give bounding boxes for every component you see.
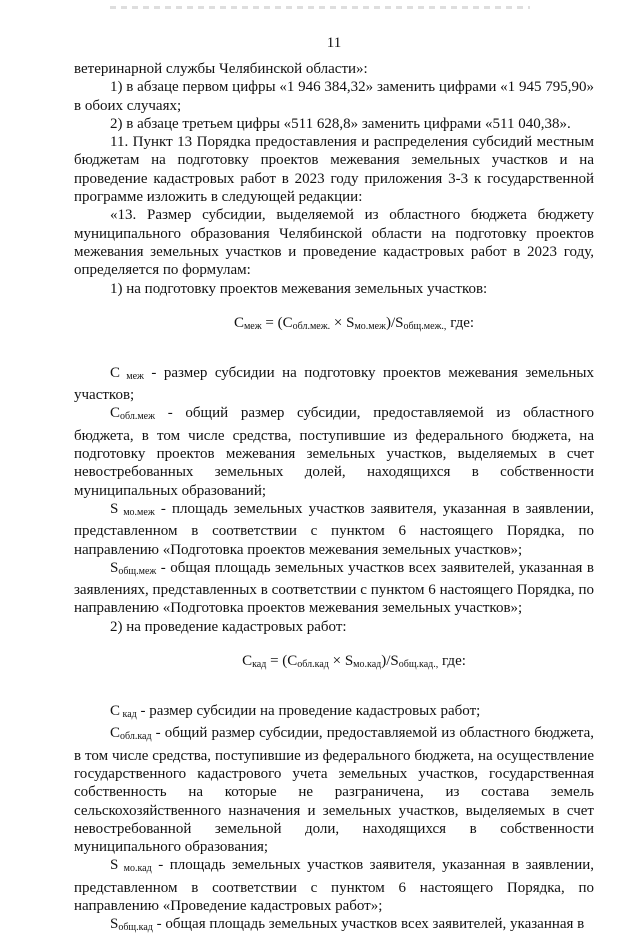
definition-text: - размер субсидии на подготовку проектов межевания земельных участков; — [74, 364, 594, 404]
formula-kad: $С_{кад} = (С_{обл.кад} \times S_{мо.кад})/S_{общ.кад.,}$ где: — [242, 653, 466, 671]
page-number: 11 — [326, 35, 342, 51]
definition-text: - общая площадь земельных участков всех заявителей, указанная в — [152, 916, 585, 933]
definition-subscript: кад — [120, 709, 137, 721]
definition-text: - размер субсидии на проведение кадастровых работ; — [136, 703, 481, 720]
definition-symbol: С — [110, 405, 121, 422]
definition-symbol: С — [110, 703, 121, 720]
definition — [74, 702, 594, 724]
definition-subscript: общ.меж — [118, 565, 157, 577]
paragraph: «13. Размер субсидии, выделяемой из областного бюджета бюджету муниципального образования Челябинской области на подготовку проектов межевания земельных участков и проведение кадастровых работ в 2023 году, определяется по формулам: — [74, 207, 594, 279]
definition — [74, 915, 594, 937]
definition-subscript: обл.кад — [120, 731, 152, 743]
definition-symbol: С — [110, 725, 121, 742]
paragraph: 1) в абзаце первом цифры «1 946 384,32» заменить цифрами «1 945 795,90» в обоих случаях; — [74, 79, 594, 114]
definition-subscript: меж — [120, 370, 144, 382]
definition — [74, 856, 594, 915]
definition-text: - площадь земельных участков заявителя, указанная в заявлении, представленном в соответствии с пунктом 6 настоящего Порядка, по направлению «Подготовка проектов межевания земельных участков»; — [74, 500, 595, 558]
definition — [74, 724, 594, 856]
definition-text: - общий размер субсидии, предоставляемой из областного бюджета, в том числе средства, поступившие из федерального бюджета, на подготовку проектов межевания земельных участков, выделяемых в счет невостребованных земельных долей, находящихся в собственности муниципальных образований; — [74, 405, 594, 499]
definition-subscript: общ.кад — [118, 922, 153, 934]
paragraph: 2) в абзаце третьем цифры «511 628,8» заменить цифрами «511 040,38». — [110, 115, 571, 132]
definition — [74, 500, 594, 559]
formula-mezh: $С_{меж} = (С_{обл.меж.} \times S_{мо.меж})/S_{общ.меж.,}$ где: — [233, 314, 475, 332]
definition-symbol: S — [110, 559, 119, 576]
definition-symbol: S — [110, 857, 119, 874]
definition-text: - площадь земельных участков заявителя, указанная в заявлении, представленном в соответствии с пунктом 6 настоящего Порядка, по направлению «Проведение кадастровых работ»; — [74, 857, 595, 914]
definitions-kad — [74, 702, 594, 938]
paragraph: 1) на подготовку проектов межевания земельных участков: — [110, 280, 488, 297]
definition — [74, 559, 594, 618]
definition-subscript: мо.меж — [118, 506, 155, 518]
definition-text: - общая площадь земельных участков всех заявителей, указанная в заявлениях, представленных в соответствии с пунктом 6 настоящего Порядка, по направлению «Подготовка проектов межевания земельных участков»; — [74, 559, 594, 617]
item-2-heading: 2) на проведение кадастровых работ: — [110, 618, 347, 635]
definition-symbol: С — [110, 364, 121, 381]
paragraph: 11. Пункт 13 Порядка предоставления и распределения субсидий местным бюджетам на подготовку проектов межевания земельных участков и на проведение кадастровых работ в 2023 году приложения 3-3 к государственной программе изложить в следующей редакции: — [74, 134, 594, 206]
scan-artifact — [110, 6, 530, 9]
definitions-mezh — [74, 364, 594, 618]
definition-subscript: мо.кад — [118, 863, 152, 875]
definition-symbol: S — [110, 500, 119, 517]
definition — [74, 404, 594, 499]
paragraph: ветеринарной службы Челябинской области»: — [74, 61, 368, 77]
definition-symbol: S — [110, 916, 119, 933]
definition-subscript: обл.меж — [120, 411, 156, 423]
intro-paragraphs — [74, 60, 594, 298]
definition-text: - общий размер субсидии, предоставляемой из областного бюджета, в том числе средства, поступившие из федерального бюджета, на осуществление государственного кадастрового учета земельных участков, государственная собственность на которые не разграничена, из состава земель сельскохозяйственного назначения и земельных участков, выделяемых в счет невостребованной земельной доли, находящихся в собственности муниципального образования; — [74, 725, 594, 856]
definition — [74, 364, 594, 405]
